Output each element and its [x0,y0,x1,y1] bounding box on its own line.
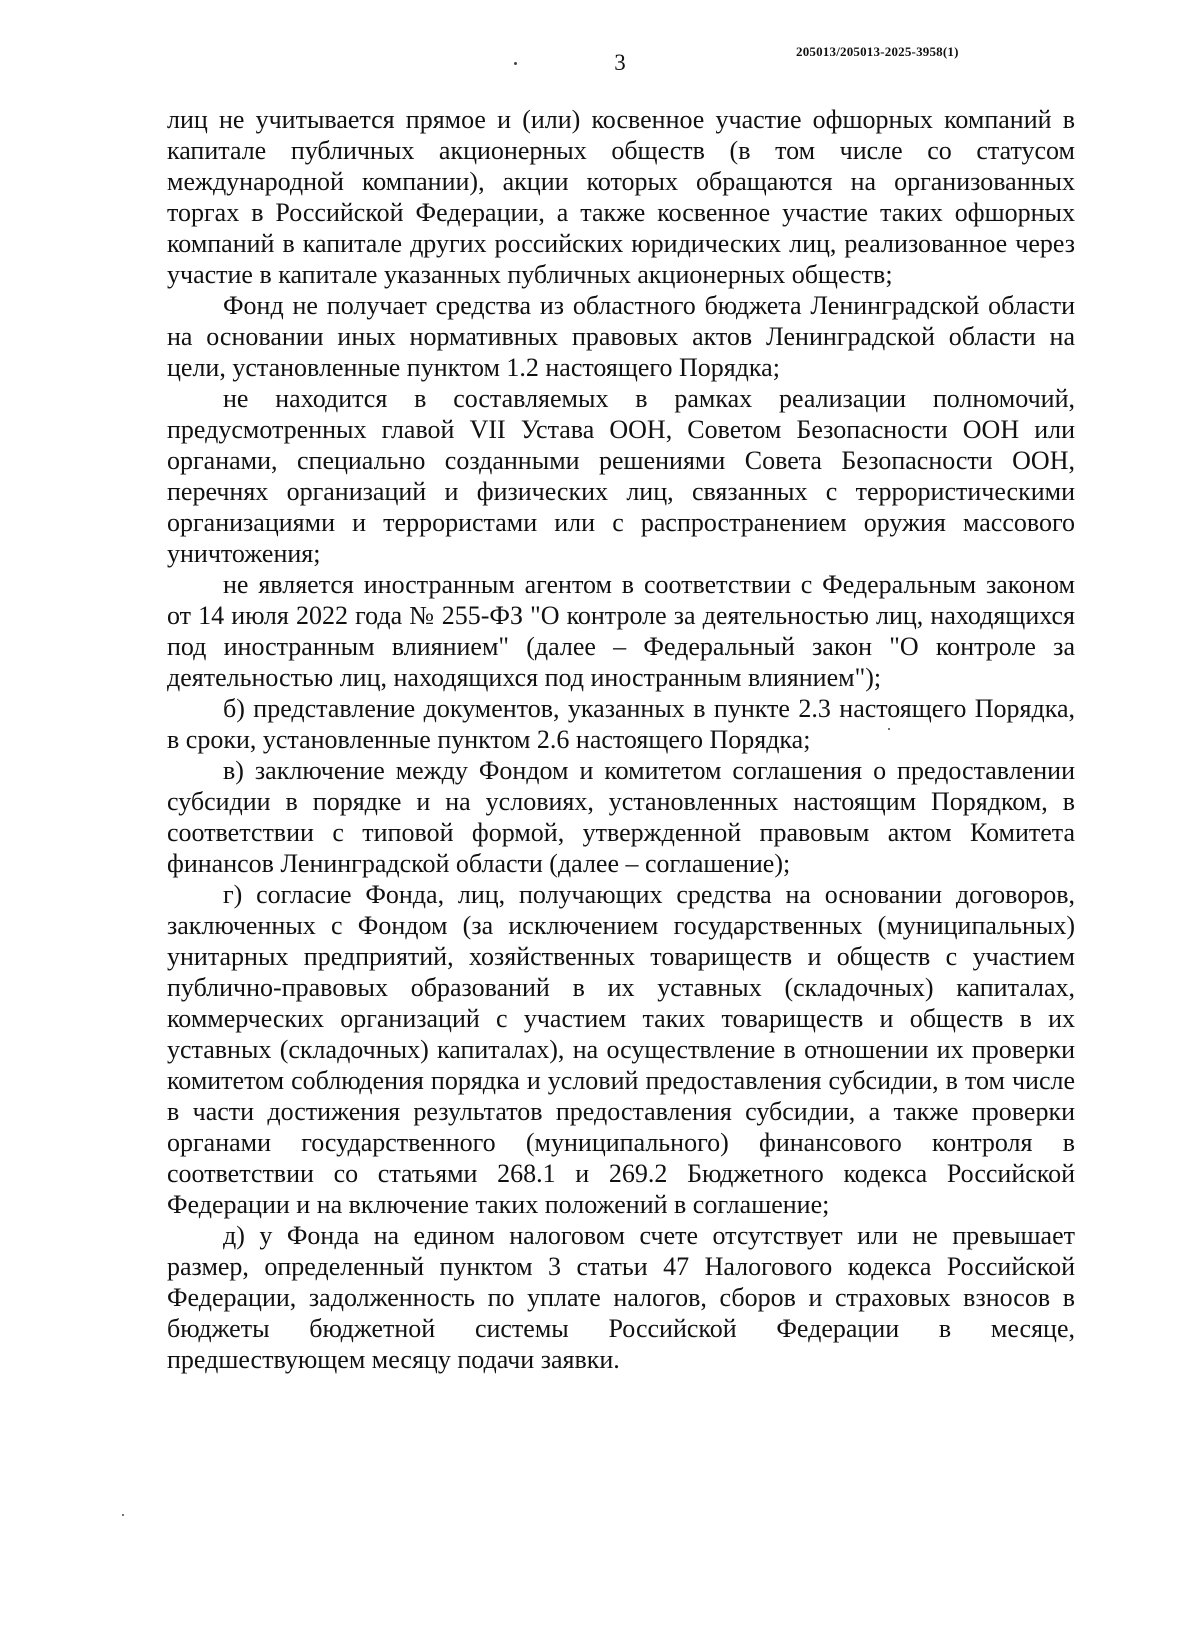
paragraph-not-in-un-lists: не находится в составляемых в рамках реализации полномочий, предусмотренных главой VII Устава ООН, Советом Безопасности ООН или органами, специально созданными решениями Совета Безопасности ООН, перечнях организаций и физических лиц, связанных с террористическими организациями и террористами или с распространением оружия массового уничтожения; [167,384,1075,568]
document-body [167,104,1075,1375]
paragraph-fund-not-funded: Фонд не получает средства из областного бюджета Ленинградской области на основании иных нормативных правовых актов Ленинградской области на цели, установленные пунктом 1.2 настоящего Порядка; [167,291,1075,382]
scan-speck [514,62,517,65]
document-id: 205013/205013-2025-3958(1) [796,44,959,59]
paragraph-item-b: б) представление документов, указанных в пункте 2.3 настоящего Порядка, в сроки, установленные пунктом 2.6 настоящего Порядка; [167,694,1075,754]
paragraph-not-foreign-agent: не является иностранным агентом в соответствии с Федеральным законом от 14 июля 2022 года № 255-ФЗ "О контроле за деятельностью лиц, находящихся под иностранным влиянием" (далее – Федеральный закон "О контроле за деятельностью лиц, находящихся под иностранным влиянием"); [167,570,1075,692]
scan-speck [122,1514,124,1516]
paragraph-item-g: г) согласие Фонда, лиц, получающих средства на основании договоров, заключенных с Фондом (за исключением государственных (муниципальных) унитарных предприятий, хозяйственных товариществ и обществ с участием публично-правовых образований в их уставных (складочных) капиталах, коммерческих организаций с участием таких товариществ и обществ в их уставных (складочных) капиталах), на осуществление в отношении их проверки комитетом соблюдения порядка и условий предоставления субсидии, в том числе в части достижения результатов предоставления субсидии, а также проверки органами государственного (муниципального) финансового контроля в соответствии со статьями 268.1 и 269.2 Бюджетного кодекса Российской Федерации и на включение таких положений в соглашение; [167,880,1075,1219]
paragraph-item-v: в) заключение между Фондом и комитетом соглашения о предоставлении субсидии в порядке и на условиях, установленных настоящим Порядком, в соответствии с типовой формой, утвержденной правовым актом Комитета финансов Ленинградской области (далее – соглашение); [167,756,1075,878]
paragraph-item-d: д) у Фонда на едином налоговом счете отсутствует или не превышает размер, определенный пунктом 3 статьи 47 Налогового кодекса Российской Федерации, задолженность по уплате налогов, сборов и страховых взносов в бюджеты бюджетной системы Российской Федерации в месяце, предшествующем месяцу подачи заявки. [167,1221,1075,1374]
paragraph-continuation: лиц не учитывается прямое и (или) косвенное участие офшорных компаний в капитале публичных акционерных обществ (в том числе со статусом международной компании), акции которых обращаются на организованных торгах в Российской Федерации, а также косвенное участие таких офшорных компаний в капитале других российских юридических лиц, реализованное через участие в капитале указанных публичных акционерных обществ; [167,105,1075,289]
page-number: 3 [614,50,626,75]
